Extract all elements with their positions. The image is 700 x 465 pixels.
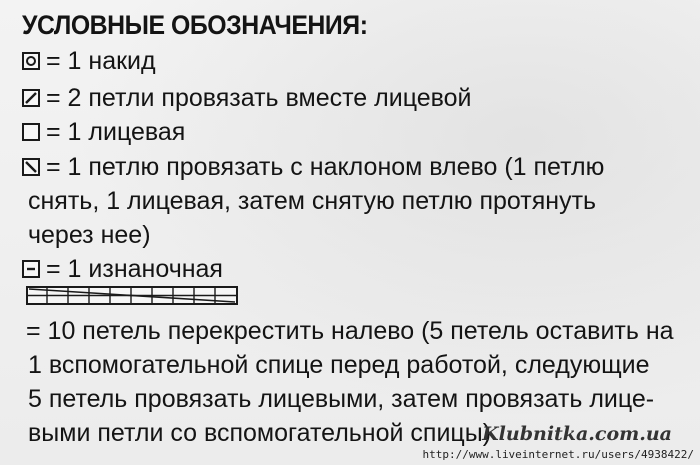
cable-text-line-1: = 10 петель перекрестить налево (5 петель оставить на	[26, 317, 674, 345]
legend-row-k2tog	[22, 81, 472, 115]
legend-text-knit: = 1 лицевая	[46, 118, 186, 146]
legend-row-purl	[22, 252, 223, 286]
watermark-url: http://www.liveinternet.ru/users/4938422/	[422, 448, 694, 461]
legend-text-ssk-cont-1: снять, 1 лицевая, затем снятую петлю протянуть	[28, 187, 597, 215]
legend-text-k2tog: = 2 петли провязать вместе лицевой	[46, 84, 472, 112]
knit-two-together-right-slant-icon	[22, 89, 40, 107]
cable-text-line-4: выми петли со вспомогательной спицы)	[28, 419, 492, 447]
legend-text-purl: = 1 изнаночная	[46, 255, 223, 283]
legend-row-yarn-over	[22, 44, 156, 78]
purl-stitch-dash-icon	[22, 260, 40, 278]
legend-row-knit	[22, 115, 185, 149]
page-title: УСЛОВНЫЕ ОБОЗНАЧЕНИЯ:	[22, 10, 368, 40]
legend-text-ssk-cont-2: через нее)	[28, 221, 151, 249]
knit-stitch-empty-square-icon	[22, 123, 40, 141]
legend-row-ssk	[22, 150, 604, 184]
legend-text-ssk: = 1 петлю провязать с наклоном влево (1 петлю	[46, 153, 605, 181]
watermark-logo: Klubnitka.com.ua	[482, 423, 672, 445]
cable-text-line-3: 5 петель провязать лицевыми, затем провязать лице-	[28, 385, 655, 413]
yarn-over-symbol-icon	[22, 52, 40, 70]
legend-text-yarn-over: = 1 накид	[46, 47, 156, 75]
cable-text-line-2: 1 вспомогательной спице перед работой, следующие	[28, 351, 650, 379]
cable-cross-left-10-icon	[26, 286, 238, 311]
left-slant-decrease-icon	[22, 158, 40, 176]
